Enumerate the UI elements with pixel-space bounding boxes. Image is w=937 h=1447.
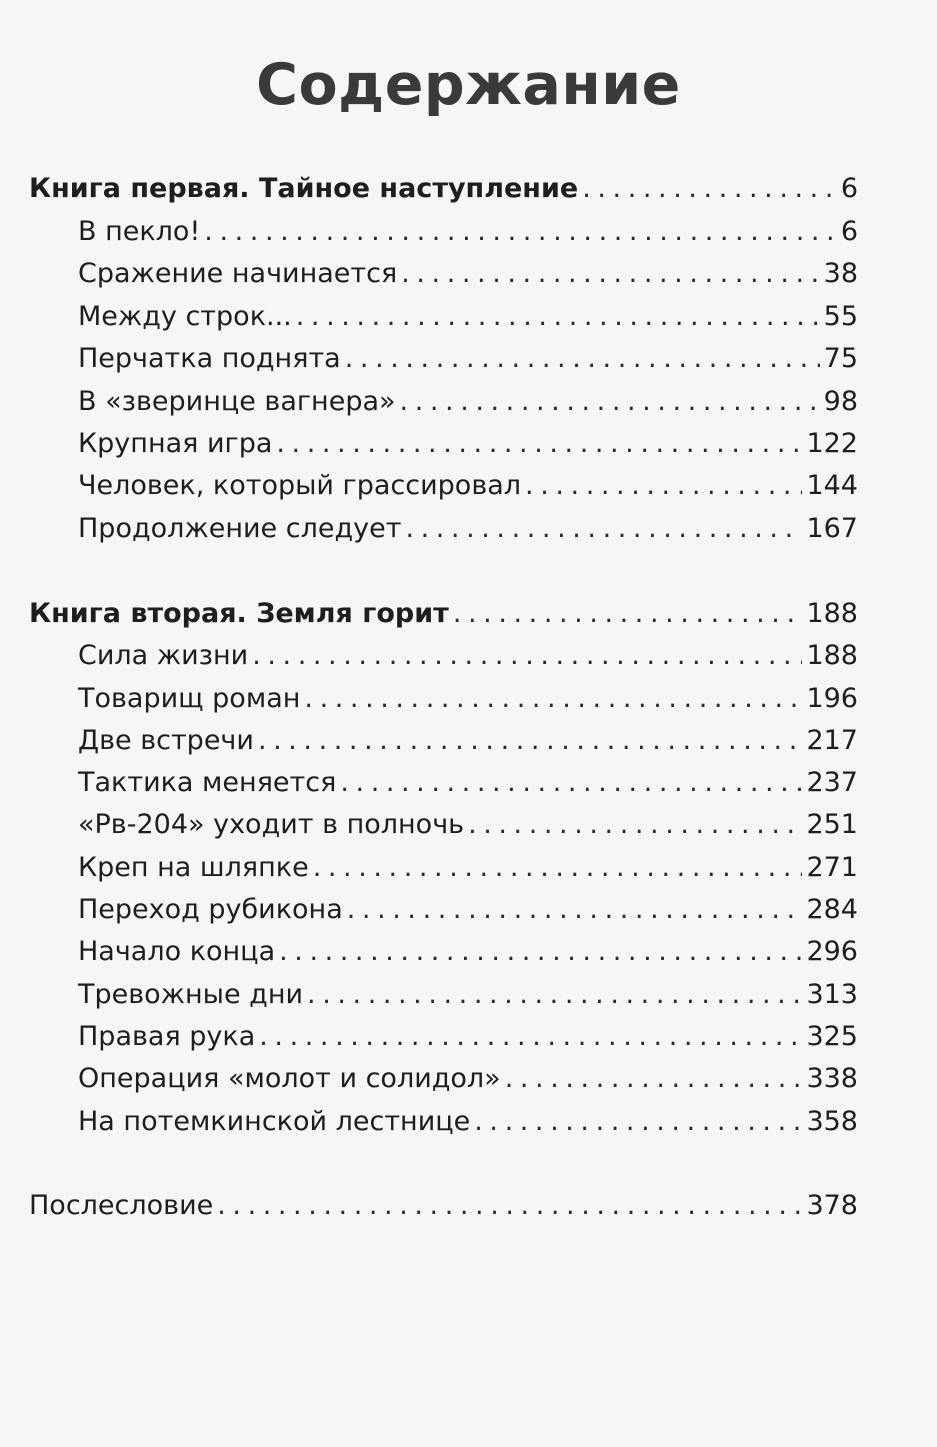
dot-leader — [401, 257, 819, 291]
dot-leader — [468, 808, 802, 842]
toc-page-number: 296 — [806, 936, 858, 967]
toc-entry-title: Сила жизни — [78, 640, 249, 671]
toc-entry-title: Перчатка поднята — [78, 343, 341, 374]
toc-page-number: 122 — [806, 428, 858, 459]
toc-entry-title: Переход рубикона — [78, 894, 343, 925]
toc-entry — [78, 1020, 858, 1054]
dot-leader — [453, 597, 803, 631]
toc-entry — [78, 342, 858, 376]
toc-page-number: 358 — [806, 1106, 858, 1137]
toc-page-number: 237 — [806, 767, 858, 798]
toc-entry-title: Креп на шляпке — [78, 852, 309, 883]
toc-page-number: 38 — [823, 258, 858, 289]
toc-entry-title: Сражение начинается — [78, 258, 398, 289]
toc-entry — [78, 427, 858, 461]
dot-leader — [259, 1020, 802, 1054]
toc-entry-title: Тактика меняется — [78, 767, 337, 798]
dot-leader — [276, 427, 802, 461]
toc-page-number: 6 — [840, 216, 858, 247]
toc-entry-title: Крупная игра — [78, 428, 273, 459]
dot-leader — [340, 766, 802, 800]
toc-page-number: 325 — [806, 1021, 858, 1052]
toc-book-title: Книга первая. Тайное наступление — [29, 173, 579, 204]
toc-entry-title: Две встречи — [78, 725, 254, 756]
toc-book-title: Книга вторая. Земля горит — [29, 598, 449, 629]
toc-entry — [78, 512, 858, 546]
dot-leader — [258, 724, 803, 758]
dot-leader — [279, 935, 802, 969]
page-title: Содержание — [256, 52, 681, 118]
toc-entry — [78, 893, 858, 927]
toc-page-number: 6 — [840, 173, 858, 204]
toc-page-number: 167 — [806, 513, 858, 544]
toc-entry — [78, 724, 858, 758]
toc-entry — [78, 935, 858, 969]
toc-entry — [78, 257, 858, 291]
toc-entry — [78, 1105, 858, 1139]
toc-page-number: 378 — [806, 1190, 858, 1221]
toc-entry-title: Между строк... — [78, 301, 292, 332]
dot-leader — [347, 893, 803, 927]
toc-entry — [78, 682, 858, 716]
toc-entry — [78, 851, 858, 885]
toc-entry-title: Правая рука — [78, 1021, 256, 1052]
toc-entry — [78, 808, 858, 842]
toc-afterword — [29, 1189, 858, 1223]
toc-page-number: 188 — [806, 640, 858, 671]
toc-entry — [78, 385, 858, 419]
dot-leader — [525, 469, 802, 503]
toc-page-number: 188 — [806, 598, 858, 629]
toc-page-number: 217 — [806, 725, 858, 756]
dot-leader — [217, 1189, 802, 1223]
toc-entry — [78, 469, 858, 503]
toc-entry-title: В «зверинце вагнера» — [78, 386, 396, 417]
dot-leader — [345, 342, 820, 376]
toc-entry-title: Продолжение следует — [78, 513, 402, 544]
toc-entry-title: Тревожные дни — [78, 979, 304, 1010]
toc-entry — [78, 639, 858, 673]
toc-entry-title: «Рв-204» уходит в полночь — [78, 809, 465, 840]
dot-leader — [582, 172, 837, 206]
toc-entry — [78, 1062, 858, 1096]
toc-entry-title: Человек, который грассировал — [78, 470, 522, 501]
toc-page-number: 196 — [806, 683, 858, 714]
toc-page-number: 313 — [806, 979, 858, 1010]
toc-page-number: 284 — [806, 894, 858, 925]
toc-page-number: 338 — [806, 1063, 858, 1094]
toc-entry-title: На потемкинской лестнице — [78, 1106, 471, 1137]
dot-leader — [405, 512, 802, 546]
dot-leader — [204, 215, 837, 249]
toc-page-number: 98 — [823, 386, 858, 417]
toc-entry — [78, 215, 858, 249]
toc-page-number: 55 — [823, 301, 858, 332]
toc-entry — [78, 766, 858, 800]
dot-leader — [296, 300, 820, 334]
dot-leader — [474, 1105, 802, 1139]
toc-page-number: 144 — [806, 470, 858, 501]
toc-entry-title: Начало конца — [78, 936, 276, 967]
toc-entry — [78, 978, 858, 1012]
toc-page-number: 75 — [823, 343, 858, 374]
toc-book-1 — [29, 172, 858, 206]
toc-page-number: 271 — [806, 852, 858, 883]
toc-book-2 — [29, 597, 858, 631]
toc-entry-title: В пекло! — [78, 216, 201, 247]
toc-entry — [78, 300, 858, 334]
toc-entry-title: Товарищ роман — [78, 683, 301, 714]
dot-leader — [252, 639, 802, 673]
dot-leader — [304, 682, 802, 716]
dot-leader — [313, 851, 803, 885]
dot-leader — [505, 1062, 803, 1096]
toc-page-number: 251 — [806, 809, 858, 840]
toc-entry-title: Операция «молот и солидол» — [78, 1063, 501, 1094]
toc-entry-title: Послесловие — [29, 1190, 214, 1221]
dot-leader — [307, 978, 802, 1012]
dot-leader — [400, 385, 820, 419]
